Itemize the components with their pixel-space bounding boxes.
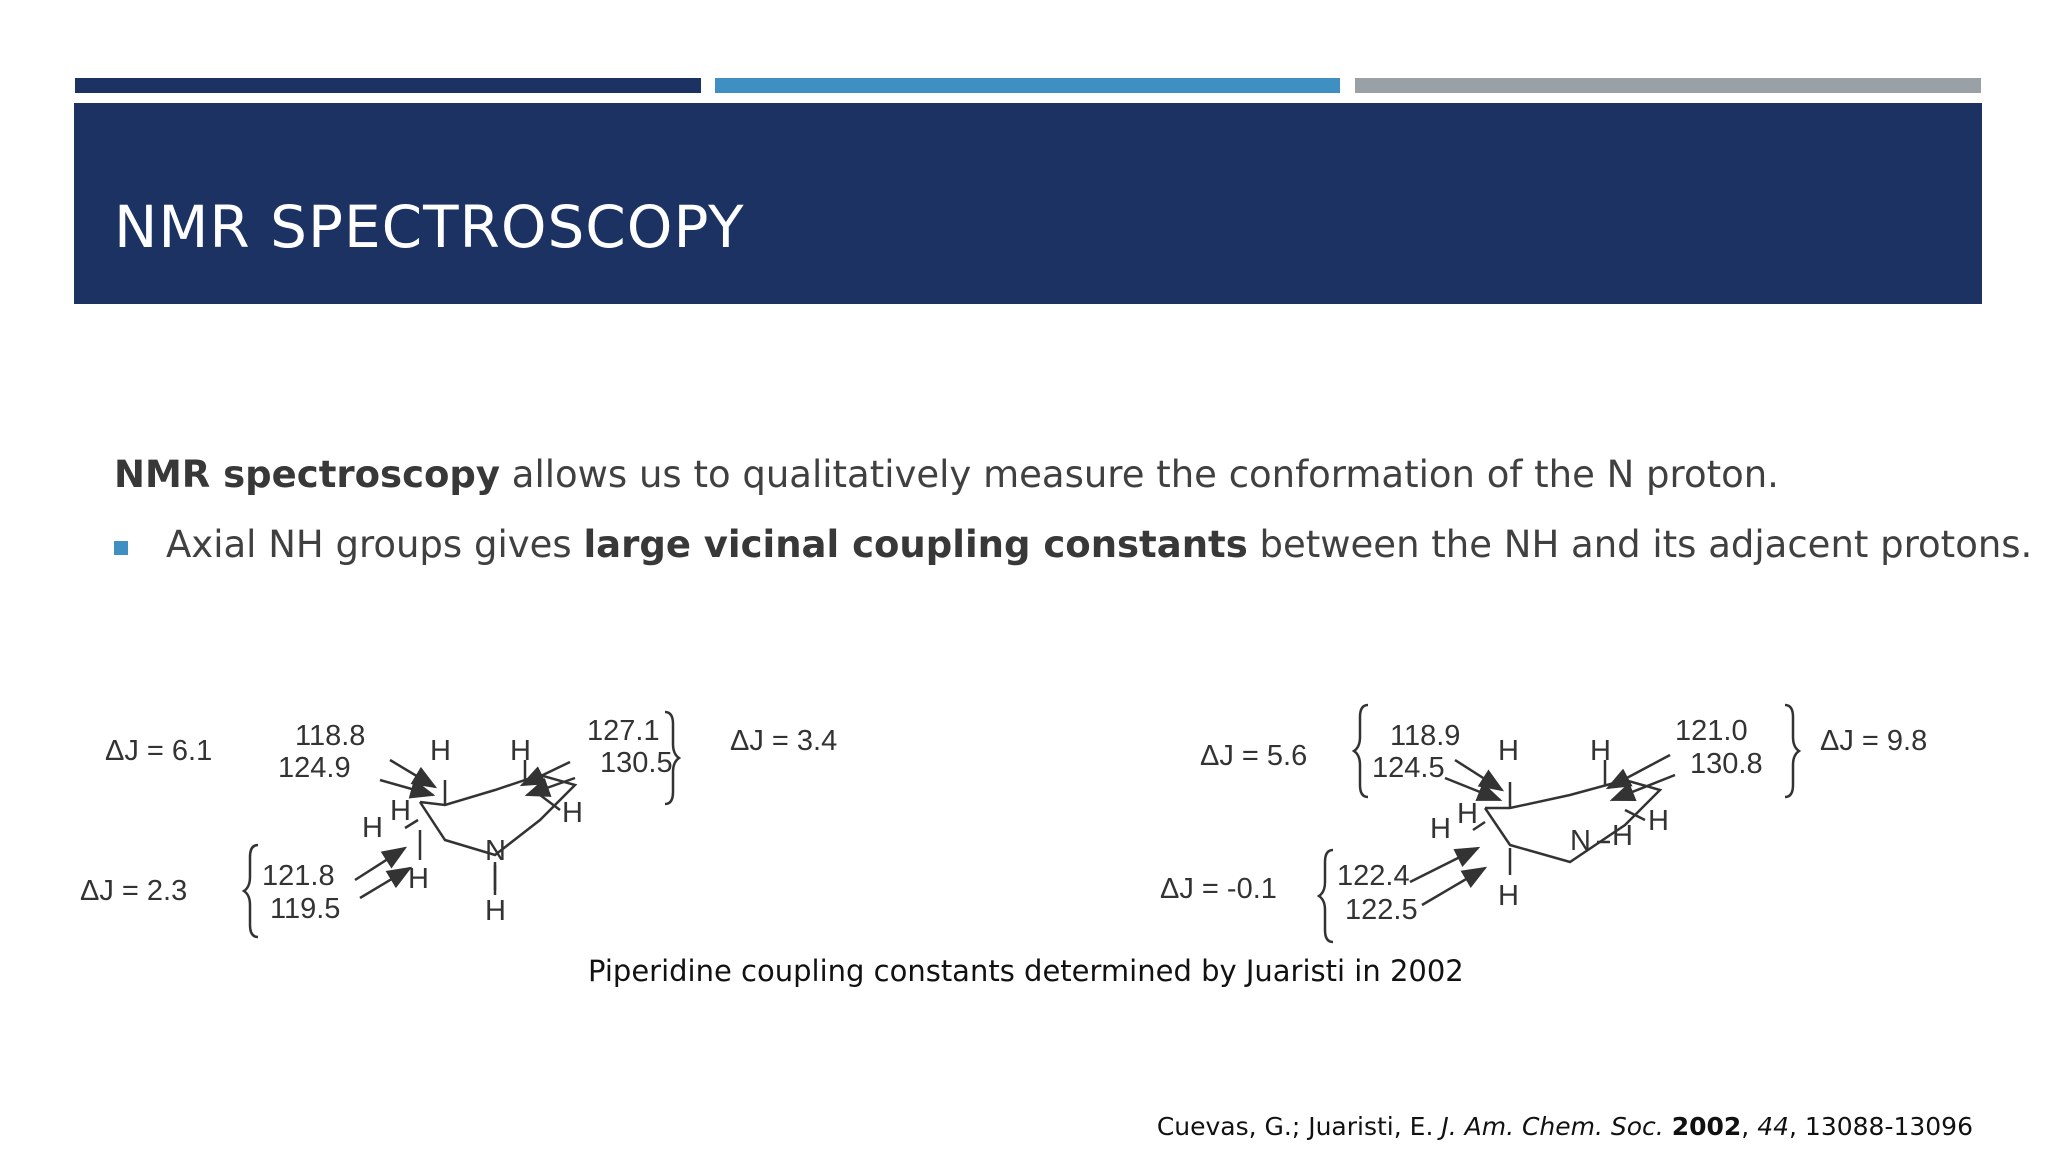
- left-h2: H: [510, 735, 531, 767]
- piperidine-diagrams: [80, 690, 1980, 950]
- reference-citation: Cuevas, G.; Juaristi, E. J. Am. Chem. Soc. 2002, 44, 13088-13096: [1156, 1112, 1973, 1141]
- left-dj-bottom: ΔJ = 2.3: [80, 875, 188, 907]
- right-brace-right: [1785, 705, 1799, 797]
- right-brace-left: [1354, 705, 1368, 797]
- right-v6: 122.5: [1345, 894, 1418, 926]
- left-h1: H: [430, 735, 451, 767]
- square-bullet-icon: [114, 541, 128, 555]
- right-brace-bottom: [1319, 850, 1333, 942]
- left-v4: 130.5: [600, 747, 673, 779]
- right-h1: H: [1498, 735, 1519, 767]
- ref-journal: J. Am. Chem. Soc.: [1441, 1112, 1664, 1141]
- left-labels: [80, 715, 837, 927]
- right-h3: H: [1648, 805, 1669, 837]
- ref-year: 2002: [1671, 1112, 1742, 1141]
- intro-rest: allows us to qualitatively measure the conformation of the N proton.: [500, 453, 1779, 496]
- right-h6: H: [1498, 880, 1519, 912]
- left-h7: H: [485, 895, 506, 927]
- ref-pages: , 13088-13096: [1789, 1112, 1973, 1141]
- right-h2: H: [1590, 735, 1611, 767]
- left-h3: H: [562, 797, 583, 829]
- right-v5: 122.4: [1337, 860, 1410, 892]
- right-dj-top: ΔJ = 5.6: [1200, 740, 1308, 772]
- left-dj-top: ΔJ = 6.1: [105, 735, 213, 767]
- bullet-bold: large vicinal coupling constants: [583, 523, 1248, 566]
- intro-bold: NMR spectroscopy: [114, 453, 501, 496]
- piperidine-figure: [80, 690, 1980, 950]
- bullet-post: between the NH and its adjacent protons.: [1247, 523, 2033, 566]
- right-h4: H: [1430, 813, 1451, 845]
- left-n: N: [485, 835, 506, 867]
- figure-caption: Piperidine coupling constants determined by Juaristi in 2002: [588, 954, 1464, 988]
- bullet-text: [166, 523, 2032, 566]
- ref-volume: 44: [1757, 1112, 1790, 1141]
- slide-title: NMR SPECTROSCOPY: [114, 193, 745, 261]
- ref-authors: Cuevas, G.; Juaristi, E.: [1156, 1112, 1442, 1141]
- left-dj-right: ΔJ = 3.4: [730, 725, 838, 757]
- left-v3: 127.1: [587, 715, 660, 747]
- right-labels: [1160, 715, 1927, 926]
- accent-bar-navy: [75, 78, 701, 93]
- left-h4: H: [362, 812, 383, 844]
- left-v2: 124.9: [278, 752, 351, 784]
- right-v4: 130.8: [1690, 748, 1763, 780]
- accent-bar-blue: [715, 78, 1340, 93]
- title-band: [74, 103, 1982, 304]
- right-v1: 118.9: [1390, 720, 1461, 752]
- right-v2: 124.5: [1372, 752, 1445, 784]
- left-h5: H: [390, 795, 411, 827]
- accent-bar-gray: [1355, 78, 1981, 93]
- right-dj-bottom: ΔJ = -0.1: [1160, 873, 1277, 905]
- left-v6: 119.5: [270, 893, 341, 925]
- right-h7: H: [1612, 820, 1633, 852]
- left-v5: 121.8: [262, 860, 335, 892]
- left-v1: 118.8: [295, 720, 366, 752]
- left-h6: H: [408, 863, 429, 895]
- intro-paragraph: [114, 453, 1779, 496]
- right-v3: 121.0: [1675, 715, 1748, 747]
- right-n: N: [1570, 825, 1591, 857]
- right-h5: H: [1457, 798, 1478, 830]
- right-dj-right: ΔJ = 9.8: [1820, 725, 1928, 757]
- bullet-pre: Axial NH groups gives: [166, 523, 584, 566]
- left-brace-bottom: [244, 845, 258, 937]
